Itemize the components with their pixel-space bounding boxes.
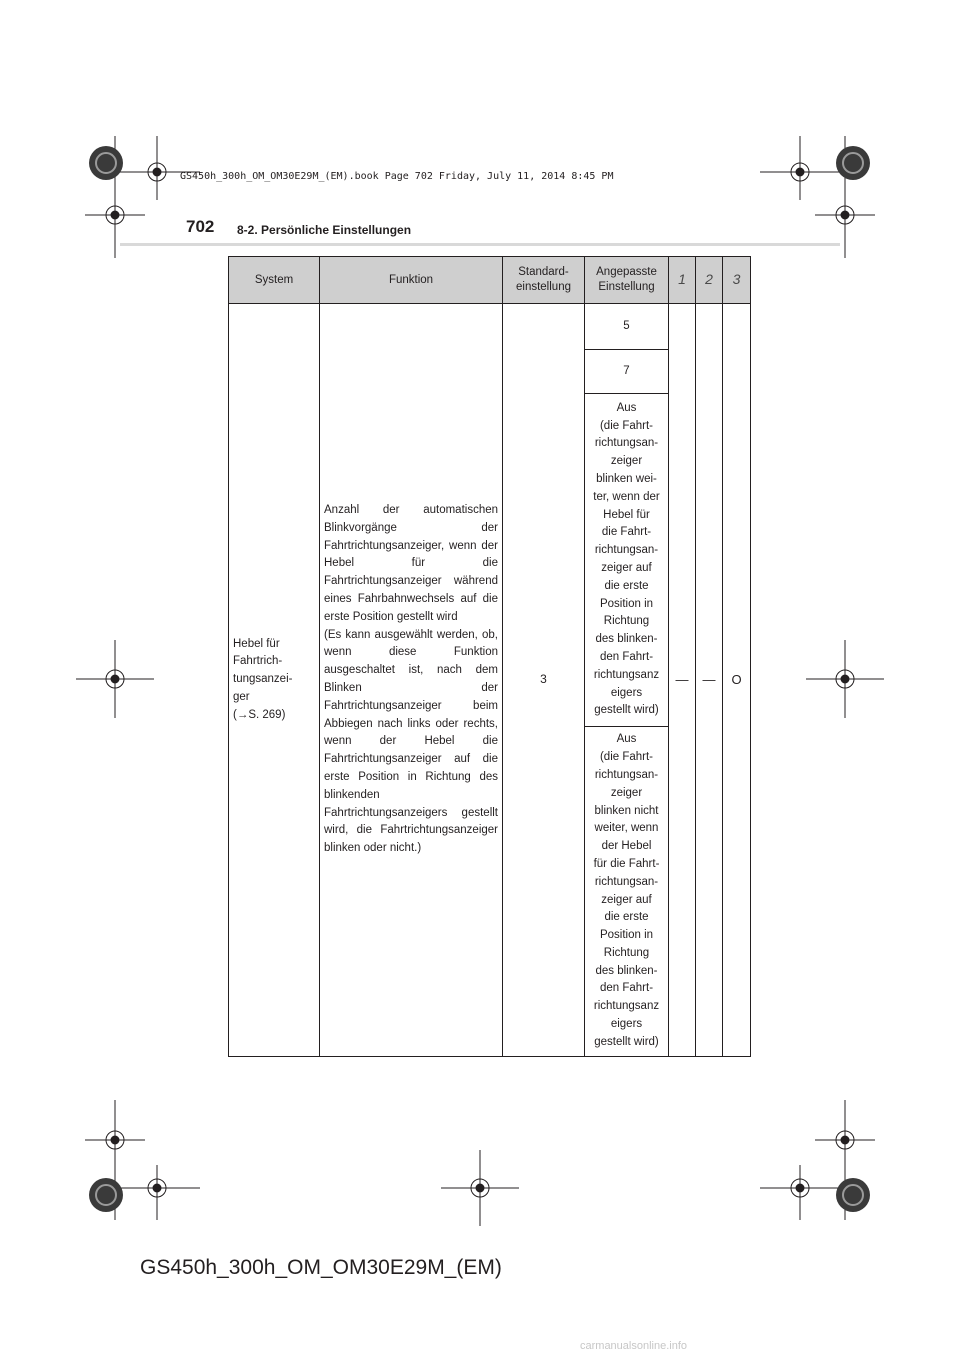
funktion-text: Anzahl der automatischen Blinkvorgänge der Fahrtrichtungsanzeiger, wenn der Hebel für die Fahrtrichtungsanzeiger während eines Fahrbahnwechsels auf die erste Position gestellt wird (Es kann ausgewählt werden, ob, wenn diese Funktion ausgeschaltet ist, nach dem Blinken der Fahrtrichtungsanzeiger beim Abbiegen nach links oder rechts, wenn der Hebel die Fahrtrichtungsanzeiger auf die erste Position in Richtung des blinkenden Fahrtrichtungsanzeigers gestellt wird, die Fahrtrichtungsanzeiger blinken oder nicht.) (324, 504, 498, 855)
cell-mark-2: — (696, 304, 723, 1057)
header-col-3 (723, 257, 751, 304)
header-col-1 (669, 257, 696, 304)
option-4-text: Aus (die Fahrt- richtungsan- zeiger blinken nicht weiter, wenn der Hebel für die Fahrt- richtungsan- zeiger auf die erste Position in Richtung des blinken- den Fahrt- richtungsanz eigers gestellt wird) (593, 733, 660, 1048)
header-standard (503, 257, 585, 304)
table-header-row (229, 257, 751, 304)
watermark: carmanualsonline.info (580, 1340, 688, 1352)
col-1-badge: 1 (678, 270, 686, 287)
header-divider (120, 243, 840, 246)
header-standard-text: Standard- einstellung (516, 266, 571, 293)
cell-mark-3: O (723, 304, 751, 1057)
system-text: Hebel für Fahrtrich- tungsanzei- ger (→S. 269) (233, 637, 293, 721)
header-funktion: Funktion (320, 257, 503, 304)
option-3-text: Aus (die Fahrt- richtungsan- zeiger blinken wei- ter, wenn der Hebel für die Fahrt- richtungsan- zeiger auf die erste Position in Richtung des blinken- den Fahrt- richtungsanz eigers gestellt wird) (593, 401, 660, 717)
footer-document-code: GS450h_300h_OM_OM30E29M_(EM) (140, 1256, 502, 1279)
option-1: 5 (585, 304, 669, 350)
print-header: GS450h_300h_OM_OM30E29M_(EM).book Page 702 Friday, July 11, 2014 8:45 PM (180, 171, 614, 182)
header-col-2 (696, 257, 723, 304)
table-row (229, 304, 751, 350)
option-3 (585, 394, 669, 727)
section-title: 8-2. Persönliche Einstellungen (237, 223, 412, 237)
header-angepasst-text: Angepasste Einstellung (596, 266, 657, 293)
option-4 (585, 727, 669, 1057)
col-3-badge: 3 (732, 270, 741, 287)
header-angepasst (585, 257, 669, 304)
cell-funktion (320, 304, 503, 1057)
cell-standard: 3 (503, 304, 585, 1057)
option-2: 7 (585, 350, 669, 394)
cell-system (229, 304, 320, 1057)
header-system: System (229, 257, 320, 304)
col-2-badge: 2 (705, 270, 713, 287)
page-number: 702 (186, 217, 215, 236)
cell-mark-1: — (669, 304, 696, 1057)
settings-table (228, 256, 751, 1057)
